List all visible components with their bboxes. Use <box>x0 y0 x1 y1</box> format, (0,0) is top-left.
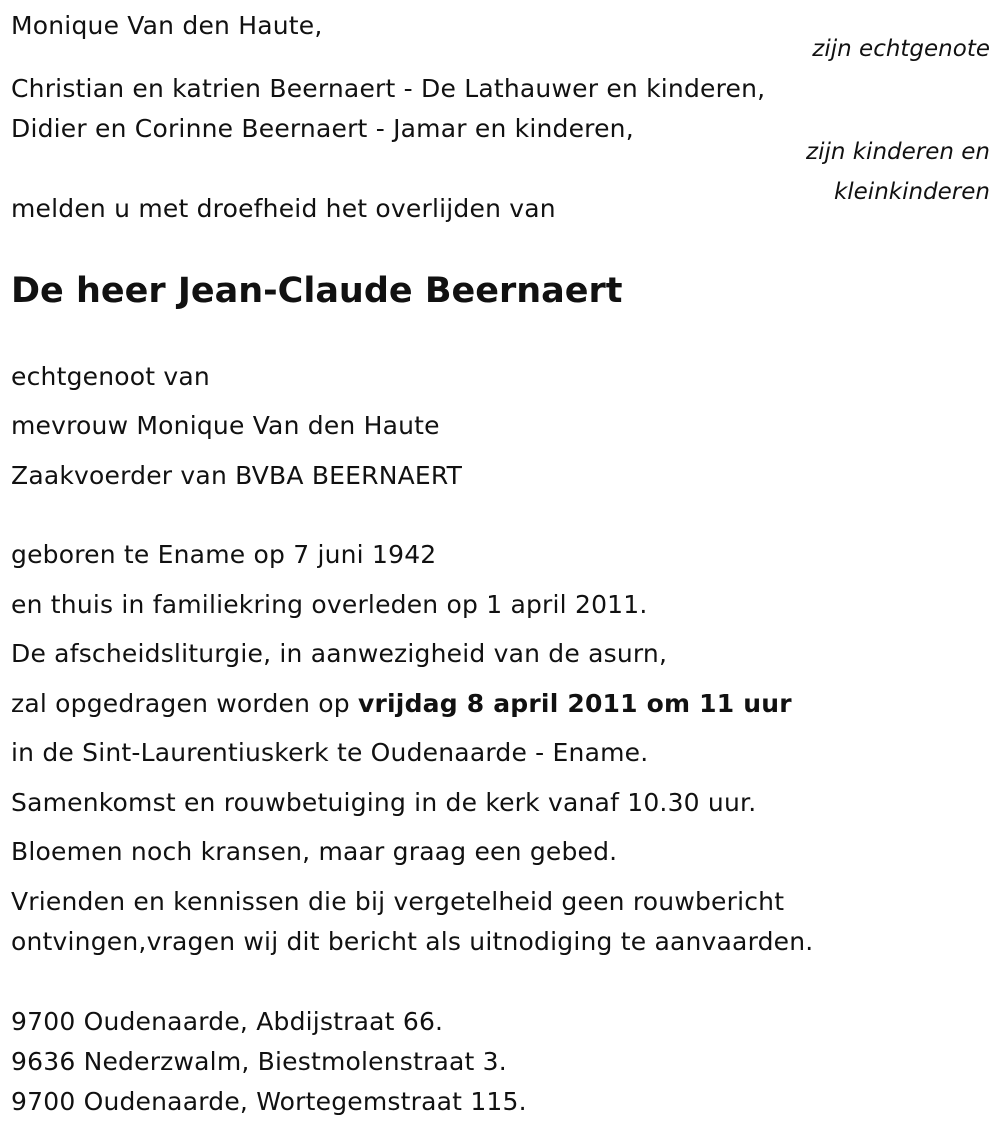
birth-line: geboren te Ename op 7 juni 1942 <box>11 540 437 569</box>
detail-spouse-name: mevrouw Monique Van den Haute <box>11 411 440 440</box>
children-role-1: zijn kinderen en <box>806 139 990 165</box>
liturgy-line: De afscheidsliturgie, in aanwezigheid van de asurn, <box>11 639 668 668</box>
death-line: en thuis in familiekring overleden op 1 april 2011. <box>11 590 648 619</box>
spouse-role: zijn echtgenote <box>812 36 990 62</box>
friends-line-2: ontvingen,vragen wij dit bericht als uitnodiging te aanvaarden. <box>11 927 814 956</box>
flowers-line: Bloemen noch kransen, maar graag een gebed. <box>11 837 618 866</box>
deceased-name: De heer Jean-Claude Beernaert <box>11 271 623 311</box>
gathering-line: Samenkomst en rouwbetuiging in de kerk vanaf 10.30 uur. <box>11 788 757 817</box>
church-line: in de Sint-Laurentiuskerk te Oudenaarde - Ename. <box>11 738 649 767</box>
service-date-prefix: zal opgedragen worden op <box>11 689 358 718</box>
announcement: melden u met droefheid het overlijden van <box>11 194 556 223</box>
service-date-line <box>11 688 792 720</box>
children-line-1: Christian en katrien Beernaert - De Lathauwer en kinderen, <box>11 74 766 103</box>
children-role-2: kleinkinderen <box>833 179 990 205</box>
detail-spouse-of: echtgenoot van <box>11 362 210 391</box>
address-3: 9700 Oudenaarde, Wortegemstraat 115. <box>11 1087 527 1116</box>
service-date: vrijdag 8 april 2011 om 11 uur <box>358 689 792 718</box>
spouse-name: Monique Van den Haute, <box>11 11 323 40</box>
detail-occupation: Zaakvoerder van BVBA BEERNAERT <box>11 461 463 490</box>
children-line-2: Didier en Corinne Beernaert - Jamar en kinderen, <box>11 114 634 143</box>
friends-line-1: Vrienden en kennissen die bij vergetelheid geen rouwbericht <box>11 887 785 916</box>
address-1: 9700 Oudenaarde, Abdijstraat 66. <box>11 1007 444 1036</box>
address-2: 9636 Nederzwalm, Biestmolenstraat 3. <box>11 1047 507 1076</box>
